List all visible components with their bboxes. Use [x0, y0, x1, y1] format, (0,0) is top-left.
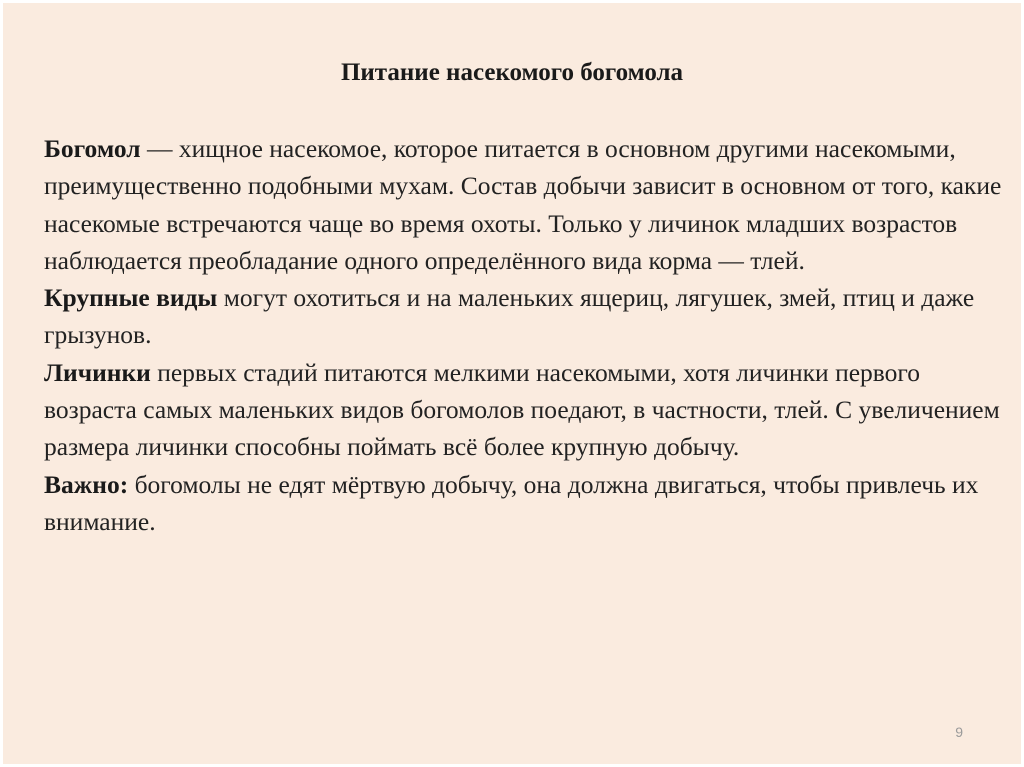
paragraph-lead: Личинки	[44, 357, 151, 387]
paragraph-mantis	[44, 130, 1004, 279]
paragraph-text: — хищное насекомое, которое питается в основном другими насекомыми, преимущественно подобными мухам. Состав добычи зависит в основном от того, какие насекомые встречаются чаще во время охоты. Только у личинок младших возрастов наблюдается преобладание одного определённого вида корма — тлей.	[44, 134, 1002, 275]
paragraph-lead: Важно:	[44, 469, 129, 499]
slide	[3, 3, 1021, 764]
paragraph-large-species	[44, 279, 1004, 354]
page-number: 9	[955, 724, 963, 740]
paragraph-text: первых стадий питаются мелкими насекомыми, хотя личинки первого возраста самых маленьких видов богомолов поедают, в частности, тлей. С увеличением размера личинки способны поймать всё более крупную добычу.	[44, 357, 1000, 462]
paragraph-text: богомолы не едят мёртвую добычу, она должна двигаться, чтобы привлечь их внимание.	[44, 469, 979, 536]
paragraph-larvae	[44, 354, 1004, 466]
paragraph-lead: Богомол	[44, 134, 141, 163]
paragraph-lead: Крупные виды	[44, 283, 218, 313]
slide-title: Питание насекомого богомола	[340, 59, 684, 86]
paragraph-important	[44, 466, 1004, 541]
slide-body	[44, 130, 1004, 540]
paragraph-text: могут охотиться и на маленьких ящериц, лягушек, змей, птиц и даже грызунов.	[44, 283, 975, 350]
